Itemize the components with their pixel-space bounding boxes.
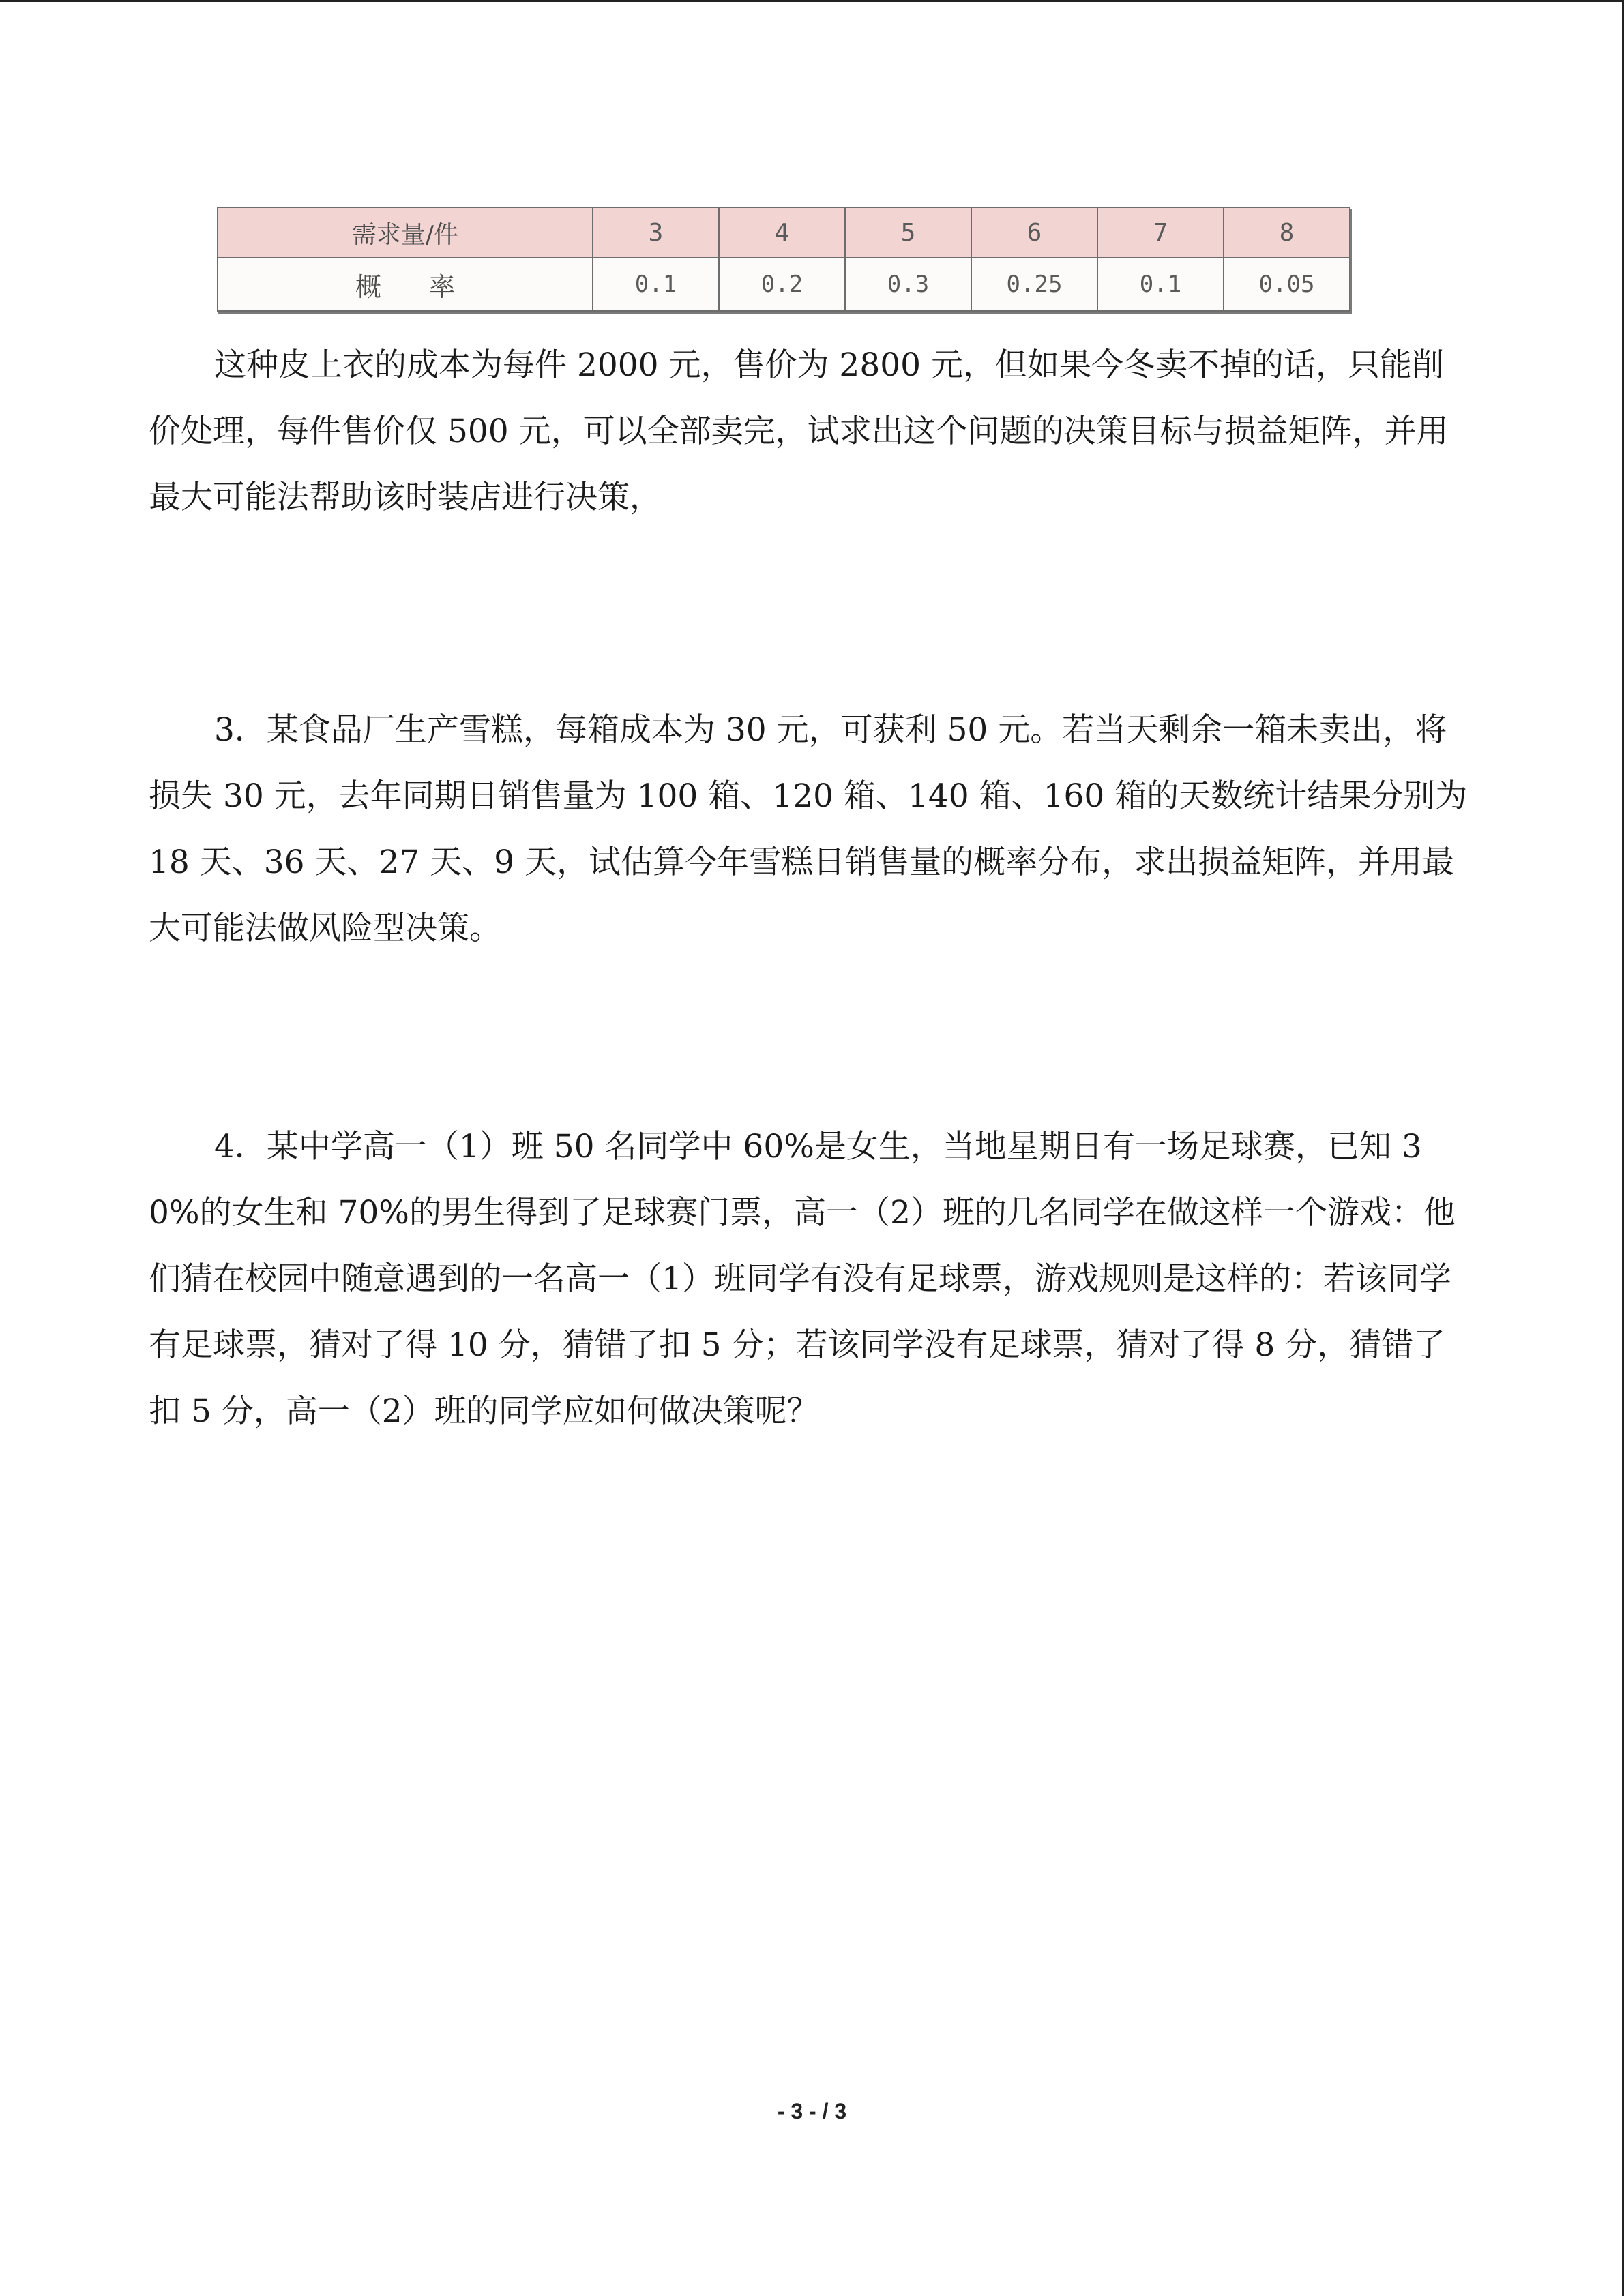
- probability-cell: 0.1: [1097, 258, 1224, 311]
- probability-cell: 0.2: [719, 258, 845, 311]
- probability-cell: 0.1: [593, 258, 719, 311]
- demand-cell: 3: [593, 207, 719, 258]
- question-3-paragraph: 3．某食品厂生产雪糕，每箱成本为 30 元，可获利 50 元。若当天剩余一箱未卖出，将损失 30 元，去年同期日销售量为 100 箱、120 箱、140 箱、160 箱的天数统计结果分别为 18 天、36 天、27 天、9 天，试估算今年雪糕日销售量的概率分布，求出损益矩阵，并用最大可能法做风险型决策。: [149, 711, 1468, 947]
- demand-label-cell: 需求量/件: [218, 207, 593, 258]
- question-4-paragraph: 4．某中学高一（1）班 50 名同学中 60%是女生，当地星期日有一场足球赛，已知 30%的女生和 70%的男生得到了足球赛门票，高一（2）班的几名同学在做这样一个游戏：他们猜在校园中随意遇到的一名高一（1）班同学有没有足球票，游戏规则是这样的：若该同学有足球票，猜对了得 10 分，猜错了扣 5 分；若该同学没有足球票，猜对了得 8 分，猜错了扣 5 分，高一（2）班的同学应如何做决策呢？: [149, 1128, 1456, 1430]
- demand-cell: 4: [719, 207, 845, 258]
- table-row-demand: [218, 207, 1350, 258]
- page-number: - 3 - / 3: [777, 2099, 847, 2123]
- probability-cell: 0.25: [971, 258, 1097, 311]
- table-row-probability: [218, 258, 1350, 311]
- probability-cell: 0.3: [845, 258, 971, 311]
- page-top-border: [0, 0, 1624, 2]
- demand-cell: 6: [971, 207, 1097, 258]
- demand-probability-table: [217, 207, 1350, 312]
- demand-cell: 5: [845, 207, 971, 258]
- demand-cell: 8: [1224, 207, 1350, 258]
- probability-cell: 0.05: [1224, 258, 1350, 311]
- jacket-problem-paragraph: 这种皮上衣的成本为每件 2000 元，售价为 2800 元，但如果今冬卖不掉的话，只能削价处理，每件售价仅 500 元，可以全部卖完，试求出这个问题的决策目标与损益矩阵，并用最大可能法帮助该时装店进行决策，: [149, 346, 1449, 516]
- demand-cell: 7: [1097, 207, 1224, 258]
- probability-label-cell: 概率: [218, 258, 593, 311]
